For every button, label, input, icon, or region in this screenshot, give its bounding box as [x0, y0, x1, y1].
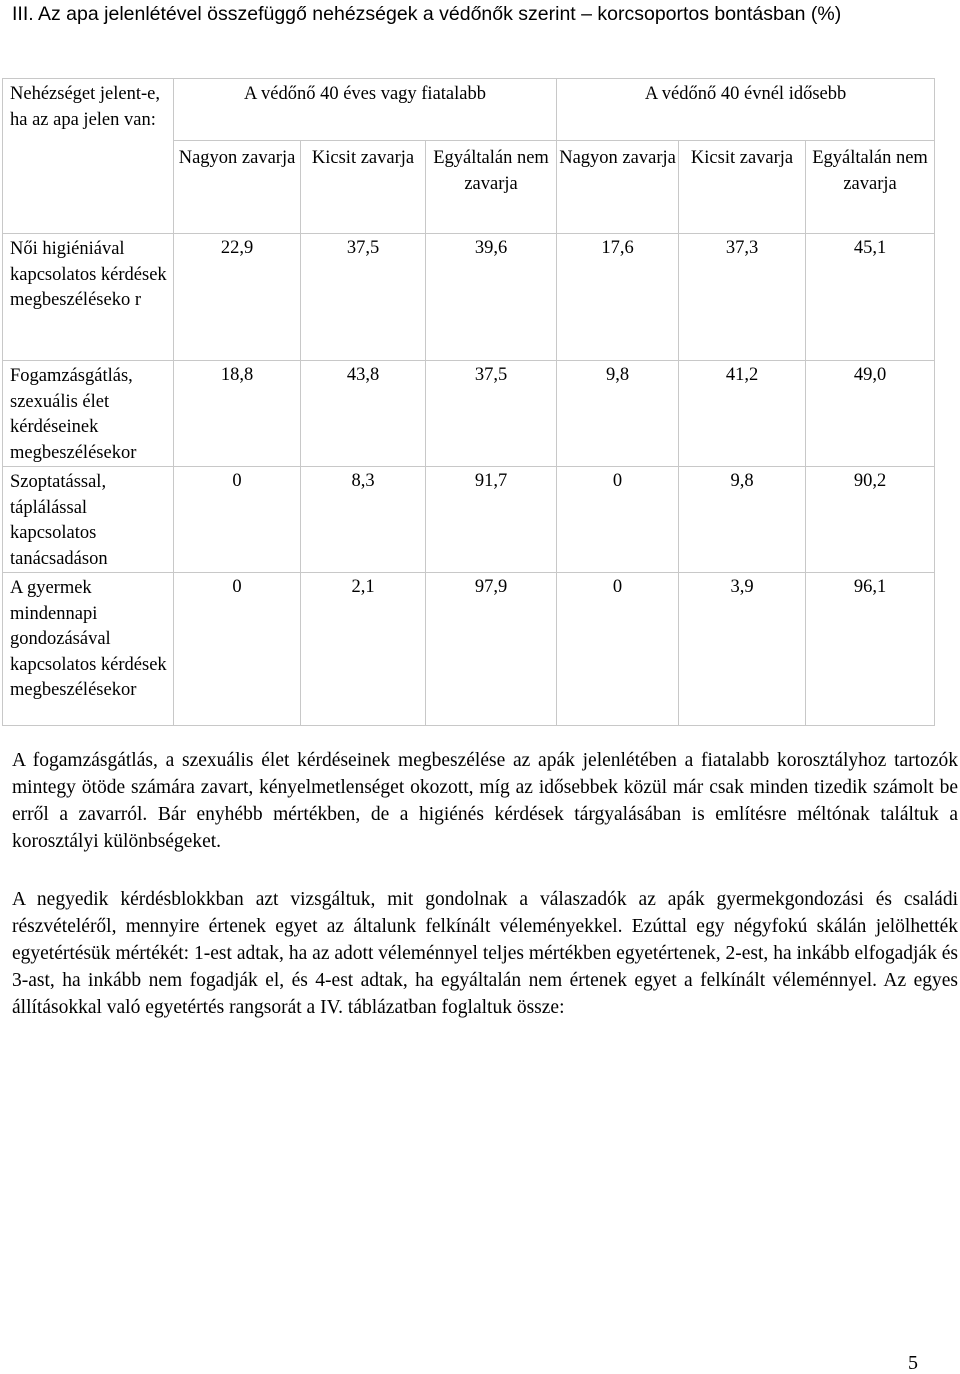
value-cell: 90,2	[806, 467, 935, 573]
page-number: 5	[908, 1352, 918, 1374]
value-cell: 9,8	[557, 361, 679, 467]
group-header-younger: A védőnő 40 éves vagy fiatalabb	[174, 79, 557, 141]
table-row	[3, 467, 935, 573]
row-label: A gyermek mindennapi gondozásával kapcsolatos kérdések megbeszélésekor	[3, 573, 174, 726]
body-paragraph: A negyedik kérdésblokkban azt vizsgáltuk, mit gondolnak a válaszadók az apák gyermekgondozási és családi részvételéről, mennyire értenek egyet az általunk felkínált véleményekkel. Ezúttal egy négyfokú skálán jelölhették egyetértésük mértékét: 1-est adtak, ha az adott véleménnyel teljes mértékben egyetértenek, 2-est, ha inkább elfogadják és 3-ast, ha inkább nem fogadják el, és 4-est adtak, ha egyáltalán nem értenek egyet a felkínált véleménnyel. Az egyes állításokkal való egyetértés rangsorát a IV. táblázatban foglaltuk össze:	[12, 889, 958, 1018]
value-cell: 0	[174, 573, 301, 726]
difficulty-table	[2, 78, 935, 726]
value-cell: 2,1	[301, 573, 426, 726]
value-cell: 91,7	[426, 467, 557, 573]
subheader-cell: Nagyon zavarja	[174, 141, 301, 234]
value-cell: 37,5	[426, 361, 557, 467]
row-label: Fogamzásgátlás, szexuális élet kérdéseinek megbeszélésekor	[3, 361, 174, 467]
value-cell: 39,6	[426, 234, 557, 361]
value-cell: 96,1	[806, 573, 935, 726]
subheader-cell: Egyáltalán nem zavarja	[426, 141, 557, 234]
value-cell: 37,3	[679, 234, 806, 361]
table-row	[3, 361, 935, 467]
value-cell: 97,9	[426, 573, 557, 726]
value-cell: 43,8	[301, 361, 426, 467]
subheader-cell: Egyáltalán nem zavarja	[806, 141, 935, 234]
group-header-row	[3, 79, 935, 141]
value-cell: 18,8	[174, 361, 301, 467]
table-row	[3, 234, 935, 361]
value-cell: 22,9	[174, 234, 301, 361]
corner-header: Nehézséget jelent-e, ha az apa jelen van:	[3, 79, 174, 234]
value-cell: 49,0	[806, 361, 935, 467]
value-cell: 8,3	[301, 467, 426, 573]
value-cell: 37,5	[301, 234, 426, 361]
value-cell: 3,9	[679, 573, 806, 726]
row-label: Női higiéniával kapcsolatos kérdések megbeszéléseko r	[3, 234, 174, 361]
body-paragraph: A fogamzásgátlás, a szexuális élet kérdéseinek megbeszélése az apák jelenlétében a fiatalabb korosztályhoz tartozók mintegy ötöde számára zavart, kényelmetlenséget okozott, míg az idősebbek közül már csak minden tizedik számolt be erről a zavarról. Bár enyhébb mértékben, de a higiénés kérdések tárgyalásában is említésre méltónak találtuk a korosztályi különbségeket.	[12, 750, 958, 852]
table-heading: III. Az apa jelenlétével összefüggő nehézségek a védőnők szerint – korcsoportos bontásban (%)	[12, 3, 842, 25]
group-header-older: A védőnő 40 évnél idősebb	[557, 79, 935, 141]
value-cell: 17,6	[557, 234, 679, 361]
value-cell: 0	[557, 467, 679, 573]
table-row	[3, 573, 935, 726]
value-cell: 45,1	[806, 234, 935, 361]
value-cell: 0	[557, 573, 679, 726]
subheader-cell: Kicsit zavarja	[679, 141, 806, 234]
row-label: Szoptatással, táplálással kapcsolatos tanácsadáson	[3, 467, 174, 573]
value-cell: 0	[174, 467, 301, 573]
value-cell: 41,2	[679, 361, 806, 467]
subheader-cell: Kicsit zavarja	[301, 141, 426, 234]
value-cell: 9,8	[679, 467, 806, 573]
subheader-cell: Nagyon zavarja	[557, 141, 679, 234]
